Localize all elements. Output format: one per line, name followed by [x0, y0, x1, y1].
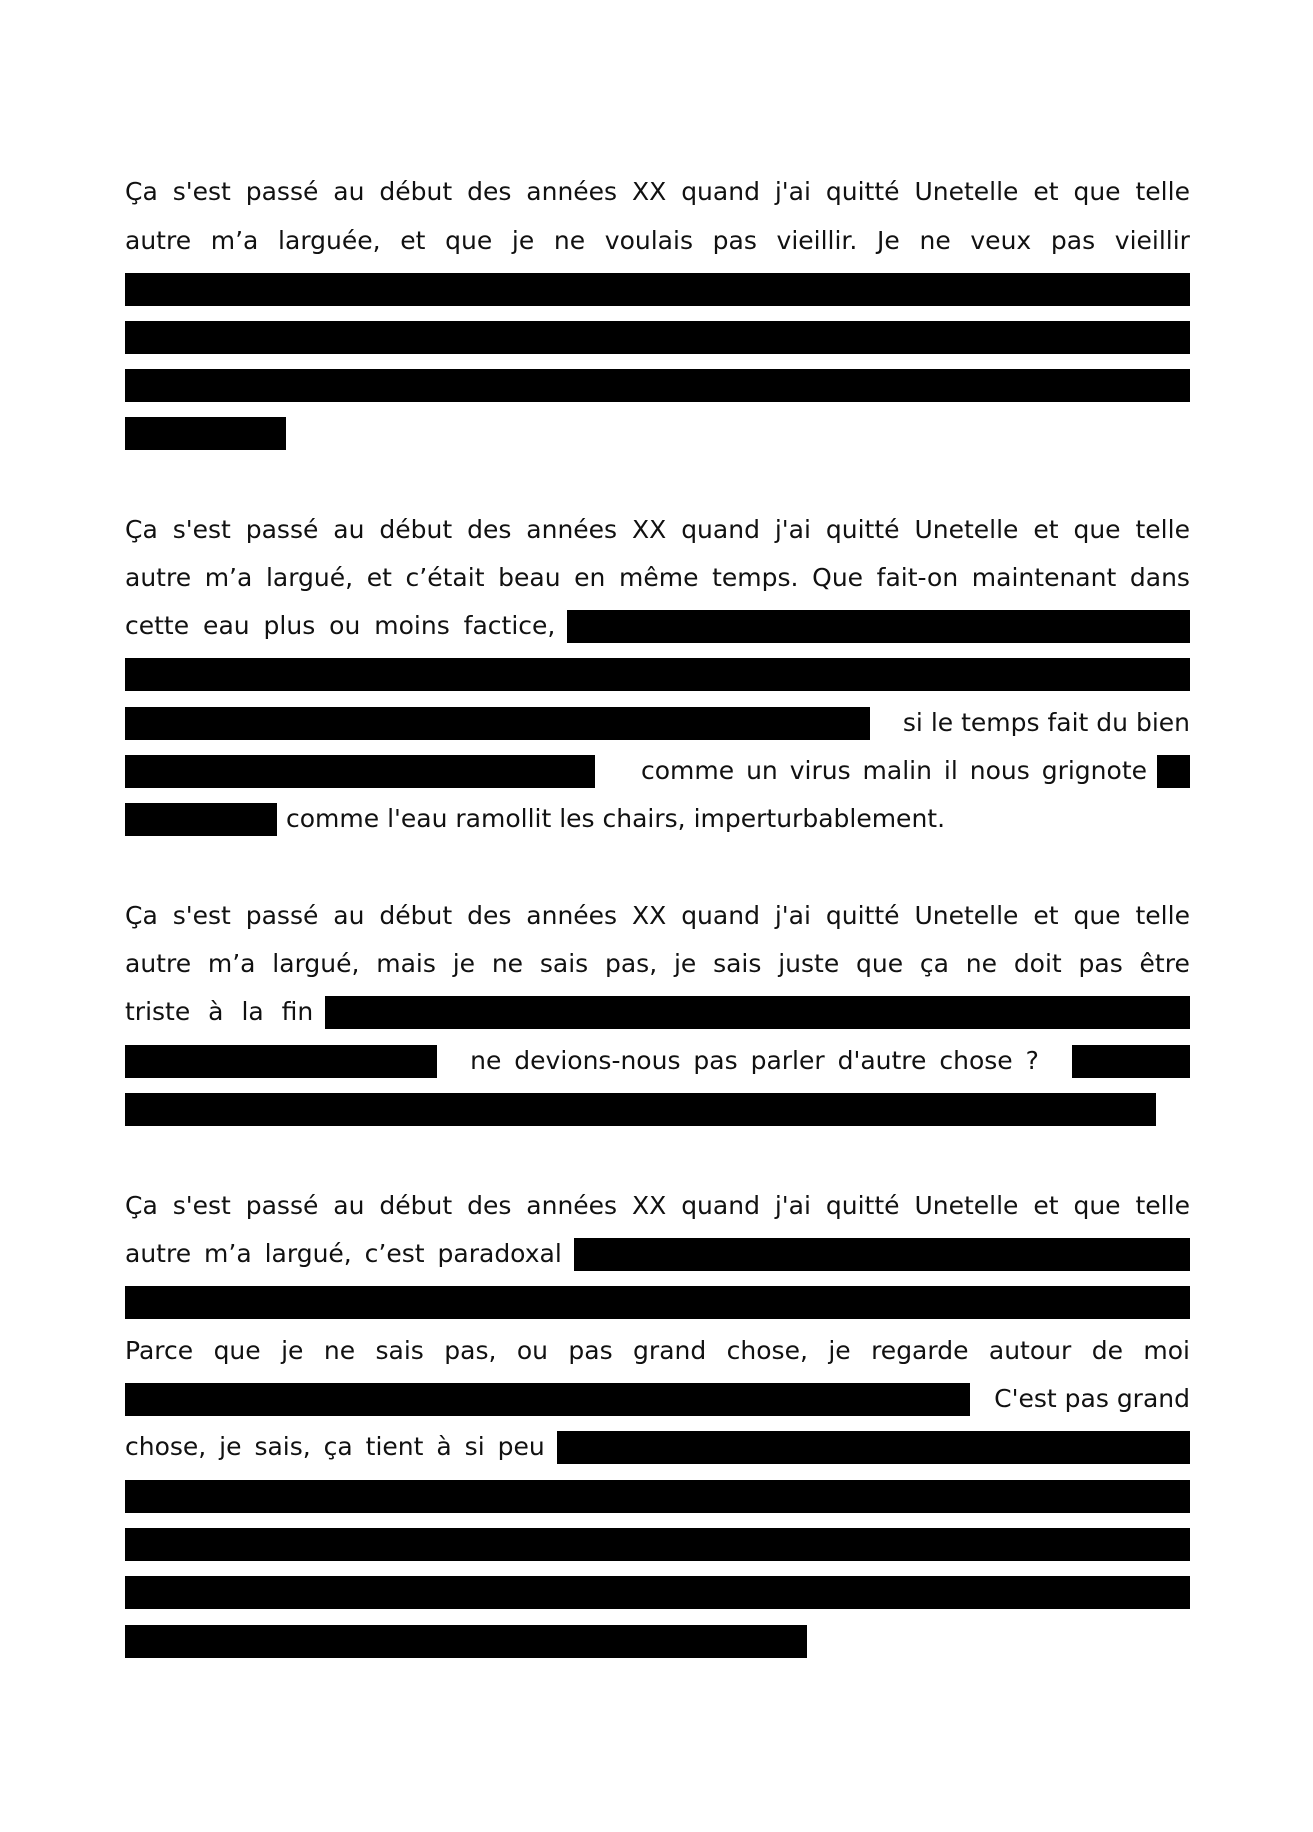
word: années: [526, 177, 618, 206]
p4-line-5: [125, 1382, 1190, 1416]
p4-line-10: [125, 1624, 1190, 1658]
word: quitté: [825, 1191, 900, 1220]
word: j'ai: [774, 1191, 811, 1220]
redaction-bar: [125, 755, 595, 788]
word: vieillir.: [776, 226, 858, 255]
word: quitté: [825, 515, 900, 544]
word: autre: [125, 563, 192, 592]
word: c’était: [405, 563, 485, 592]
word: dans: [1129, 563, 1190, 592]
redaction-bar: [125, 1286, 1190, 1319]
p2-line-7: [125, 802, 1190, 836]
word: Ça: [125, 177, 158, 206]
word: doit: [1013, 949, 1062, 978]
word: et: [1033, 901, 1059, 930]
word: quitté: [825, 177, 900, 206]
word: je: [281, 1336, 304, 1365]
word: passé: [245, 901, 319, 930]
word: passé: [245, 177, 319, 206]
word: autre: [125, 226, 192, 255]
word: sais: [539, 949, 589, 978]
word: des: [467, 901, 512, 930]
word: ne: [553, 226, 586, 255]
word: telle: [1135, 1191, 1190, 1220]
word: que: [1073, 1191, 1121, 1220]
word: pas,: [444, 1336, 497, 1365]
p2-line-6: [125, 754, 1190, 788]
redaction-bar: [125, 369, 1190, 402]
redaction-bar: [325, 996, 1190, 1029]
p2-line-7-text: comme l'eau ramollit les chairs, imperturbablement.: [286, 804, 946, 833]
word: pas: [712, 226, 757, 255]
p3-line-1: [125, 899, 1190, 933]
word: quand: [681, 901, 760, 930]
word: Unetelle: [914, 901, 1019, 930]
redaction-bar: [125, 1045, 437, 1078]
p3-line-4-text: ne devions-nous pas parler d'autre chose ?: [470, 1046, 1039, 1075]
word: des: [467, 1191, 512, 1220]
p1-line-3: [125, 272, 1190, 306]
word: chose,: [726, 1336, 808, 1365]
word: Unetelle: [914, 515, 1019, 544]
word: quitté: [825, 901, 900, 930]
word: je: [828, 1336, 851, 1365]
p4-line-3: [125, 1285, 1190, 1319]
redaction-bar: [125, 1383, 970, 1416]
word: quand: [681, 177, 760, 206]
word: XX: [632, 515, 667, 544]
word: et: [366, 563, 392, 592]
p2-line-4: [125, 657, 1190, 691]
redaction-bar: [567, 610, 1190, 643]
p3-line-4: [125, 1044, 1190, 1078]
p1-line-1: [125, 175, 1190, 209]
p3-line-5: [125, 1092, 1190, 1126]
word: que: [1073, 177, 1121, 206]
word: juste: [778, 949, 840, 978]
word: début: [379, 1191, 453, 1220]
p1-line-2: [125, 224, 1190, 258]
word: en: [574, 563, 606, 592]
word: j'ai: [774, 515, 811, 544]
word: temps.: [712, 563, 799, 592]
redaction-bar: [574, 1238, 1190, 1271]
word: je: [673, 949, 697, 978]
word: années: [526, 901, 618, 930]
word: ne: [491, 949, 524, 978]
word: quand: [681, 1191, 760, 1220]
word: années: [526, 515, 618, 544]
p1-line-5: [125, 368, 1190, 402]
word: beau: [498, 563, 561, 592]
word: ou: [516, 1336, 548, 1365]
word: même: [619, 563, 699, 592]
word: début: [379, 177, 453, 206]
word: j'ai: [774, 901, 811, 930]
redaction-bar: [125, 417, 286, 450]
redaction-bar: [125, 1528, 1190, 1561]
word: au: [333, 901, 365, 930]
p4-line-8: [125, 1527, 1190, 1561]
word: XX: [632, 1191, 667, 1220]
p1-line-6: [125, 416, 1190, 450]
word: que: [856, 949, 904, 978]
word: pas: [1078, 949, 1123, 978]
word: m’a: [210, 226, 259, 255]
p2-line-5-text: si le temps fait du bien: [902, 708, 1190, 737]
word: et: [1033, 1191, 1059, 1220]
redaction-bar: [557, 1431, 1190, 1464]
word: pas: [1050, 226, 1096, 255]
word: vieillir: [1114, 226, 1190, 255]
p2-line-2: [125, 561, 1190, 595]
p3-line-3: [125, 995, 1190, 1029]
p2-line-1: [125, 513, 1190, 547]
word: début: [379, 901, 453, 930]
word: XX: [632, 901, 667, 930]
redaction-bar: [1157, 755, 1190, 788]
word: Unetelle: [914, 177, 1019, 206]
p4-line-6-text: chose, je sais, ça tient à si peu: [125, 1432, 545, 1461]
word: s'est: [172, 1191, 231, 1220]
word: passé: [245, 1191, 319, 1220]
p3-line-2: [125, 947, 1190, 981]
word: que: [1073, 515, 1121, 544]
word: au: [333, 177, 365, 206]
word: que: [1073, 901, 1121, 930]
redaction-bar: [125, 321, 1190, 354]
word: maintenant: [971, 563, 1117, 592]
word: passé: [245, 515, 319, 544]
word: fait-on: [876, 563, 959, 592]
word: ça: [919, 949, 949, 978]
word: et: [400, 226, 426, 255]
word: XX: [632, 177, 667, 206]
p2-line-3: [125, 609, 1190, 643]
word: Ça: [125, 901, 158, 930]
word: grand: [633, 1336, 707, 1365]
redaction-bar: [125, 803, 277, 836]
word: Parce: [125, 1336, 194, 1365]
p2-line-5: [125, 706, 1190, 740]
p4-line-9: [125, 1575, 1190, 1609]
word: veux: [970, 226, 1032, 255]
word: m’a: [204, 563, 253, 592]
p2-line-6-text: comme un virus malin il nous grignote: [641, 756, 1147, 785]
redaction-bar: [125, 1576, 1190, 1609]
word: des: [467, 515, 512, 544]
word: larguée,: [278, 226, 381, 255]
word: largué,: [272, 949, 360, 978]
word: telle: [1135, 515, 1190, 544]
word: moi: [1143, 1336, 1190, 1365]
word: regarde: [871, 1336, 969, 1365]
redaction-bar: [125, 1480, 1190, 1513]
word: telle: [1135, 177, 1190, 206]
word: sais: [375, 1336, 424, 1365]
word: sais: [713, 949, 762, 978]
word: et: [1033, 177, 1059, 206]
word: Que: [812, 563, 864, 592]
p4-line-4: [125, 1334, 1190, 1368]
word: Ça: [125, 515, 158, 544]
word: de: [1091, 1336, 1123, 1365]
word: au: [333, 1191, 365, 1220]
redaction-bar: [125, 658, 1190, 691]
word: largué,: [265, 563, 354, 592]
word: au: [333, 515, 365, 544]
word: Ça: [125, 1191, 158, 1220]
word: quand: [681, 515, 760, 544]
word: autre: [125, 949, 192, 978]
word: pas: [568, 1336, 613, 1365]
word: telle: [1135, 901, 1190, 930]
word: des: [467, 177, 512, 206]
word: que: [213, 1336, 261, 1365]
word: Je: [877, 226, 900, 255]
word: mais: [376, 949, 436, 978]
word: m’a: [207, 949, 256, 978]
p2-line-3-text: cette eau plus ou moins factice,: [125, 611, 556, 640]
p4-line-1: [125, 1189, 1190, 1223]
word: je: [511, 226, 535, 255]
p4-line-5-text: C'est pas grand: [994, 1384, 1190, 1413]
p4-line-2: [125, 1237, 1190, 1271]
redaction-bar: [125, 707, 870, 740]
word: je: [452, 949, 476, 978]
word: années: [526, 1191, 618, 1220]
word: ne: [323, 1336, 356, 1365]
redaction-bar: [1072, 1045, 1190, 1078]
p4-line-6: [125, 1430, 1190, 1464]
word: j'ai: [774, 177, 811, 206]
word: s'est: [172, 177, 231, 206]
word: ne: [919, 226, 951, 255]
p4-line-2-text: autre m’a largué, c’est paradoxal: [125, 1239, 562, 1268]
word: autour: [988, 1336, 1072, 1365]
word: Unetelle: [914, 1191, 1019, 1220]
word: voulais: [604, 226, 693, 255]
p4-line-7: [125, 1479, 1190, 1513]
word: s'est: [172, 515, 231, 544]
word: ne: [965, 949, 998, 978]
word: être: [1139, 949, 1190, 978]
p1-line-4: [125, 320, 1190, 354]
redaction-bar: [125, 273, 1190, 306]
word: que: [445, 226, 493, 255]
word: pas,: [604, 949, 658, 978]
redaction-bar: [125, 1625, 807, 1658]
p3-line-3-text: triste à la fin: [125, 997, 314, 1026]
redaction-bar: [125, 1093, 1156, 1126]
word: et: [1033, 515, 1059, 544]
word: s'est: [172, 901, 231, 930]
word: début: [379, 515, 453, 544]
